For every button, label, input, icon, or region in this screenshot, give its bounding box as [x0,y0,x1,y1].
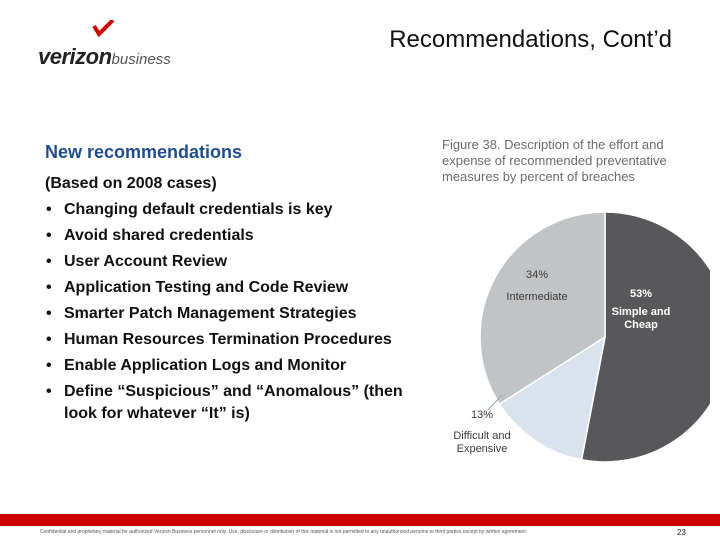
bullet-marker: • [46,305,52,322]
section-heading: New recommendations [45,142,243,162]
slice-name-label: Intermediate [506,291,568,303]
recommendation-text: Application Testing and Code Review [64,279,349,296]
recommendation-item [45,275,425,301]
recommendation-text: Avoid shared credentials [64,227,254,244]
recommendation-text: Human Resources Termination Procedures [64,331,392,348]
recommendation-text: Define “Suspicious” and “Anomalous” (then look for whatever “It” is) [64,383,403,422]
slide-title: Recommendations, Cont’d [389,26,672,53]
slice-percent-label: 34% [525,269,549,281]
page-number: 23 [677,528,686,537]
intro-text: (Based on 2008 cases) [45,175,217,192]
bullet-marker: • [46,201,52,218]
recommendation-item [45,327,425,353]
recommendation-item [45,197,425,223]
logo-sub: business [111,51,171,68]
bullet-marker: • [46,253,52,270]
footer-accent-bar [0,514,720,526]
bullet-marker: • [46,383,52,400]
figure-caption: Figure 38. Description of the effort and expense of recommended preventative measures by percent of breaches [442,137,667,184]
company-logo [36,20,176,70]
logo-brand: verizon [38,44,112,69]
recommendation-list [45,197,425,427]
slice-percent-label: 13% [470,409,494,421]
bullet-marker: • [46,279,52,296]
recommendation-item [45,249,425,275]
recommendation-item [45,223,425,249]
recommendation-item [45,379,425,427]
confidentiality-notice: Confidential and proprietary material for authorized Verizon Business personnel only. Use, disclosure or distribution of this material is not permitted to any unauthorized persons or third parties except by written agreement. [40,529,528,535]
recommendation-text: Changing default credentials is key [64,201,333,218]
logo-wordmark [38,44,171,70]
recommendations-content [45,142,425,427]
recommendation-item [45,301,425,327]
slice-name-label: Difficult and Expensive [453,430,511,455]
recommendation-item [45,353,425,379]
slice-percent-label: 53% [629,288,653,300]
bullet-marker: • [46,331,52,348]
recommendation-text: Smarter Patch Management Strategies [64,305,357,322]
recommendation-text: Enable Application Logs and Monitor [64,357,347,374]
recommendation-text: User Account Review [64,253,228,270]
slice-name-label: Simple and Cheap [611,306,671,331]
pie-svg [440,185,710,470]
bullet-marker: • [46,357,52,374]
effort-pie-chart [440,185,710,470]
bullet-marker: • [46,227,52,244]
footer [0,526,720,540]
